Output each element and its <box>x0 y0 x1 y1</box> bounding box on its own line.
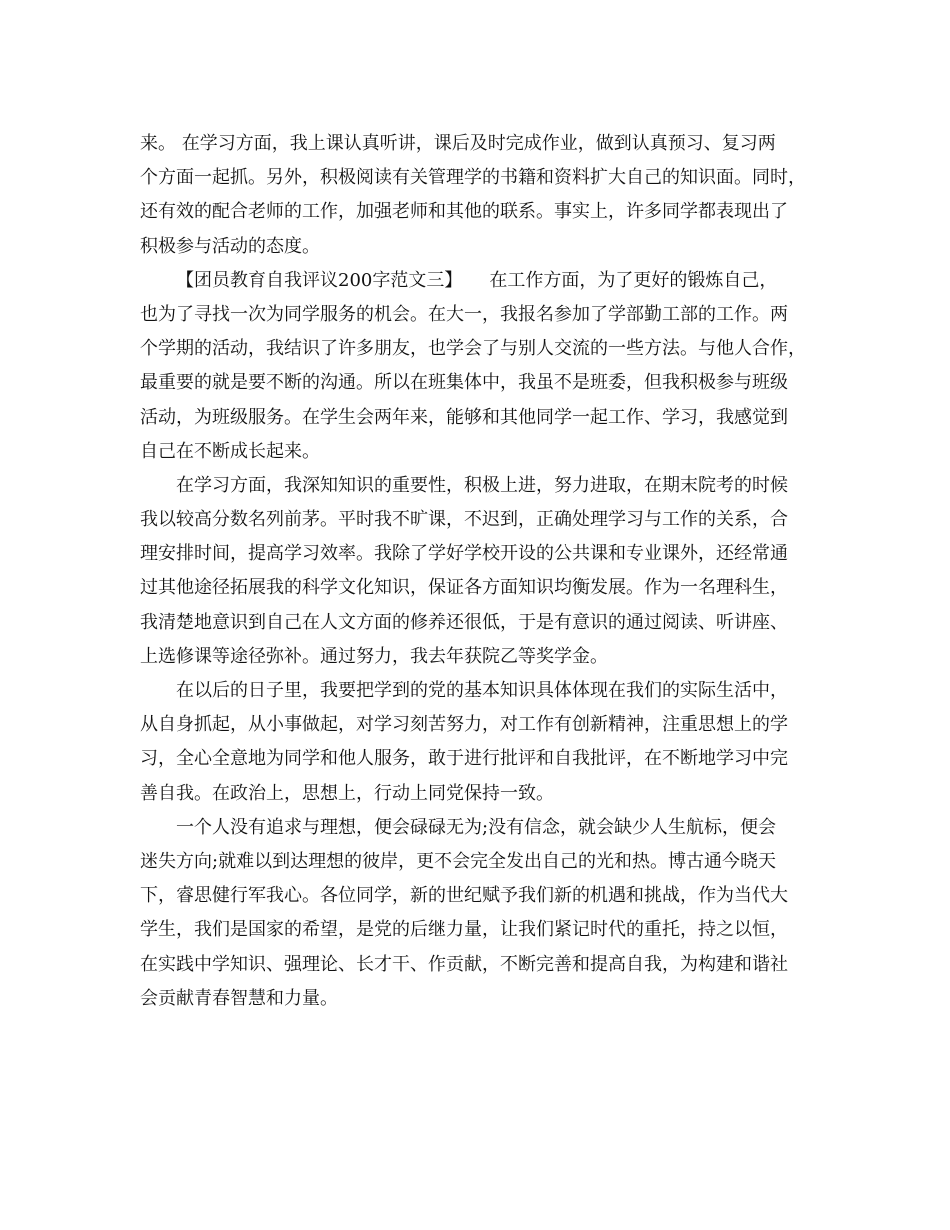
paragraph-3 <box>140 469 820 674</box>
text-line: 还有效的配合老师的工作，加强老师和其他的联系。事实上，许多同学都表现出了 <box>140 201 788 223</box>
text-line: 也为了寻找一次为同学服务的机会。在大一，我报名参加了学部勤工部的工作。两 <box>140 303 788 325</box>
paragraph-4 <box>140 674 820 811</box>
text-line: 最重要的就是要不断的沟通。所以在班集体中，我虽不是班委，但我积极参与班级 <box>140 372 788 394</box>
text-line: 习，全心全意地为同学和他人服务，敢于进行批评和自我批评，在不断地学习中完 <box>140 748 788 770</box>
text-line: 在学习方面，我深知知识的重要性，积极上进，努力进取，在期末院考的时候 <box>176 474 788 496</box>
paragraph-1 <box>140 127 820 264</box>
text-line: 积极参与活动的态度。 <box>140 235 320 257</box>
text-line: 个学期的活动，我结识了许多朋友，也学会了与别人交流的一些方法。与他人合作， <box>140 338 806 360</box>
paragraph-5 <box>140 811 820 1016</box>
text-line: 从自身抓起，从小事做起，对学习刻苦努力，对工作有创新精神，注重思想上的学 <box>140 714 788 736</box>
text-line: 个方面一起抓。另外，积极阅读有关管理学的书籍和资料扩大自己的知识面。同时， <box>140 167 806 189</box>
text-line: 一个人没有追求与理想，便会碌碌无为;没有信念，就会缺少人生航标，便会 <box>176 816 777 838</box>
document-body <box>140 127 820 1016</box>
text-line-heading: 【团员教育自我评议200字范文三】 在工作方面，为了更好的锻炼自己， <box>176 269 778 291</box>
text-line: 在实践中学知识、强理论、长才干、作贡献，不断完善和提高自我，为构建和谐社 <box>140 953 788 975</box>
paragraph-2 <box>140 264 820 469</box>
text-line: 迷失方向;就难以到达理想的彼岸，更不会完全发出自己的光和热。博古通今晓天 <box>140 850 777 872</box>
text-line: 理安排时间，提高学习效率。我除了学好学校开设的公共课和专业课外，还经常通 <box>140 543 788 565</box>
text-line: 我以较高分数名列前茅。平时我不旷课，不迟到，正确处理学习与工作的关系，合 <box>140 509 788 531</box>
text-line: 活动，为班级服务。在学生会两年来，能够和其他同学一起工作、学习，我感觉到 <box>140 406 788 428</box>
text-line: 下，睿思健行军我心。各位同学，新的世纪赋予我们新的机遇和挑战，作为当代大 <box>140 885 788 907</box>
text-line: 过其他途径拓展我的科学文化知识，保证各方面知识均衡发展。作为一名理科生， <box>140 577 788 599</box>
text-line: 学生，我们是国家的希望，是党的后继力量，让我们紧记时代的重托，持之以恒， <box>140 919 788 941</box>
text-line: 来。 在学习方面，我上课认真听讲，课后及时完成作业，做到认真预习、复习两 <box>140 133 776 154</box>
text-line: 会贡献青春智慧和力量。 <box>140 987 338 1009</box>
text-line: 我清楚地意识到自己在人文方面的修养还很低，于是有意识的通过阅读、听讲座、 <box>140 611 788 633</box>
text-line: 在以后的日子里，我要把学到的党的基本知识具体体现在我们的实际生活中， <box>176 680 788 701</box>
text-line: 上选修课等途径弥补。通过努力，我去年获院乙等奖学金。 <box>140 645 608 667</box>
text-line: 自己在不断成长起来。 <box>140 440 320 462</box>
text-line: 善自我。在政治上，思想上，行动上同党保持一致。 <box>140 782 554 804</box>
